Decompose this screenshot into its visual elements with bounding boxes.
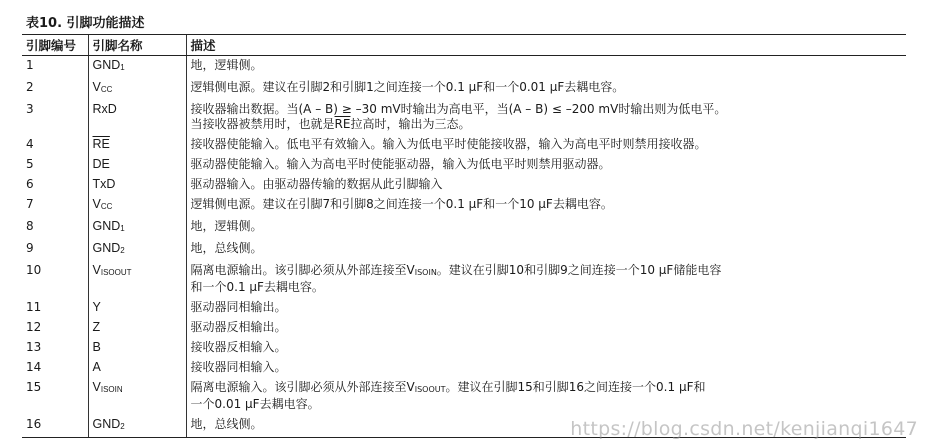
table-header-row xyxy=(22,35,906,56)
pin-number: 9 xyxy=(26,241,34,255)
pin-number: 8 xyxy=(26,219,34,233)
table-row xyxy=(22,56,906,79)
description-line xyxy=(191,263,903,280)
table-row xyxy=(22,338,906,358)
table-row xyxy=(22,217,906,239)
table-row xyxy=(22,378,906,415)
table-row xyxy=(22,298,906,318)
pin-name xyxy=(88,135,186,155)
pin-number: 6 xyxy=(26,177,34,191)
description-line: 一个0.01 μF去耦电容。 xyxy=(190,397,320,411)
description-line xyxy=(191,117,903,132)
pin-name xyxy=(88,217,186,239)
pin-name-main: V xyxy=(92,80,101,94)
description-line: 和一个0.1 μF去耦电容。 xyxy=(190,280,324,294)
pin-name xyxy=(88,195,186,217)
description-text: 当接收器被禁用时，也就是 xyxy=(190,117,335,131)
pin-description: 逻辑侧电源。建议在引脚2和引脚1之间连接一个0.1 μF和一个0.01 μF去耦电容。 xyxy=(186,78,906,100)
table-row xyxy=(22,100,906,135)
description-line xyxy=(191,380,903,397)
pin-description: 驱动器使能输入。输入为高电平时使能驱动器，输入为低电平时则禁用驱动器。 xyxy=(186,155,906,175)
pin-description: 逻辑侧电源。建议在引脚7和引脚8之间连接一个0.1 μF和一个10 μF去耦电容。 xyxy=(186,195,906,217)
pin-description xyxy=(186,261,906,298)
description-text: 隔离电源输入。该引脚必须从外部连接至V xyxy=(190,380,415,394)
pin-number: 1 xyxy=(26,58,34,72)
pin-name-subscript: 1 xyxy=(120,224,125,233)
pin-name-main: RxD xyxy=(92,102,117,116)
pin-name-main: A xyxy=(92,360,101,374)
pin-description: 接收器同相输入。 xyxy=(186,358,906,378)
table-row xyxy=(22,135,906,155)
pin-function-table xyxy=(22,34,906,438)
pin-number: 11 xyxy=(26,300,42,314)
pin-name xyxy=(88,378,186,415)
pin-number: 13 xyxy=(26,340,42,354)
pin-name xyxy=(88,78,186,100)
pin-name-main: GND xyxy=(92,417,121,431)
pin-name xyxy=(88,261,186,298)
table-row xyxy=(22,195,906,217)
pin-number: 15 xyxy=(26,380,42,394)
pin-name xyxy=(88,239,186,261)
pin-number: 10 xyxy=(26,263,42,277)
header-pin-name: 引脚名称 xyxy=(88,35,186,56)
description-text: 隔离电源输出。该引脚必须从外部连接至V xyxy=(190,263,415,277)
pin-description: 驱动器输入。由驱动器传输的数据从此引脚输入 xyxy=(186,175,906,195)
description-text: 。建议在引脚15和引脚16之间连接一个0.1 μF和 xyxy=(445,380,706,394)
table-row xyxy=(22,318,906,338)
pin-name-subscript: 1 xyxy=(120,63,125,72)
pin-name-main: B xyxy=(92,340,101,354)
pin-number: 14 xyxy=(26,360,42,374)
pin-description: 驱动器同相输出。 xyxy=(186,298,906,318)
pin-name xyxy=(88,318,186,338)
pin-name-main: V xyxy=(92,197,101,211)
pin-description: 驱动器反相输出。 xyxy=(186,318,906,338)
description-subscript: ISOIN xyxy=(414,268,437,277)
pin-name-subscript: CC xyxy=(100,85,113,94)
pin-number: 3 xyxy=(26,102,34,116)
table-row xyxy=(22,239,906,261)
table-row xyxy=(22,78,906,100)
table-row xyxy=(22,358,906,378)
description-line: 接收器输出数据。当(A – B) ≥ –30 mV时输出为高电平，当(A – B) ≤ –200 mV时输出则为低电平。 xyxy=(190,102,727,116)
pin-name xyxy=(88,155,186,175)
description-subscript: ISOOUT xyxy=(414,385,446,394)
table-row xyxy=(22,261,906,298)
pin-description: 地，逻辑侧。 xyxy=(186,56,906,79)
pin-description xyxy=(186,100,906,135)
pin-name xyxy=(88,175,186,195)
pin-description xyxy=(186,378,906,415)
pin-description: 接收器反相输入。 xyxy=(186,338,906,358)
watermark-url: https://blog.csdn.net/kenjianqi1647 xyxy=(570,418,918,440)
pin-name-main: GND xyxy=(92,58,121,72)
pin-name-subscript: ISOOUT xyxy=(100,268,132,277)
pin-name-main: V xyxy=(92,263,101,277)
pin-description: 地，逻辑侧。 xyxy=(186,217,906,239)
header-pin-number: 引脚编号 xyxy=(22,35,88,56)
pin-description: 地，总线侧。 xyxy=(186,415,906,438)
pin-name-main: GND xyxy=(92,241,121,255)
pin-number: 5 xyxy=(26,157,34,171)
pin-name xyxy=(88,358,186,378)
pin-name-main: Y xyxy=(92,300,101,314)
pin-name-subscript: ISOIN xyxy=(100,385,123,394)
pin-description: 地，总线侧。 xyxy=(186,239,906,261)
table-row xyxy=(22,155,906,175)
table-caption: 表10. 引脚功能描述 xyxy=(26,16,145,31)
pin-name-main: TxD xyxy=(92,177,116,191)
pin-number: 7 xyxy=(26,197,34,211)
pin-name-subscript: CC xyxy=(100,202,113,211)
document xyxy=(22,0,918,438)
pin-name xyxy=(88,338,186,358)
pin-name xyxy=(88,100,186,135)
pin-description: 接收器使能输入。低电平有效输入。输入为低电平时使能接收器，输入为高电平时则禁用接收器。 xyxy=(186,135,906,155)
table-row xyxy=(22,175,906,195)
pin-name xyxy=(88,415,186,438)
pin-name-main: DE xyxy=(92,157,110,171)
pin-name-subscript: 2 xyxy=(120,422,125,431)
pin-name-main: V xyxy=(92,380,101,394)
pin-number: 4 xyxy=(26,137,34,151)
description-text: 。建议在引脚10和引脚9之间连接一个10 μF储能电容 xyxy=(436,263,722,277)
pin-name xyxy=(88,298,186,318)
pin-name-main: $\overline{RE}$ xyxy=(92,137,110,151)
pin-number: 12 xyxy=(26,320,42,334)
pin-number: 2 xyxy=(26,80,34,94)
header-description: 描述 xyxy=(186,35,906,56)
re-overline-text: $\overline{RE}$ xyxy=(334,117,351,131)
pin-name-subscript: 2 xyxy=(120,246,125,255)
pin-name xyxy=(88,56,186,79)
pin-number: 16 xyxy=(22,415,88,438)
description-text: 拉高时，输出为三态。 xyxy=(350,117,471,131)
pin-name-main: Z xyxy=(92,320,101,334)
pin-name-main: GND xyxy=(92,219,121,233)
